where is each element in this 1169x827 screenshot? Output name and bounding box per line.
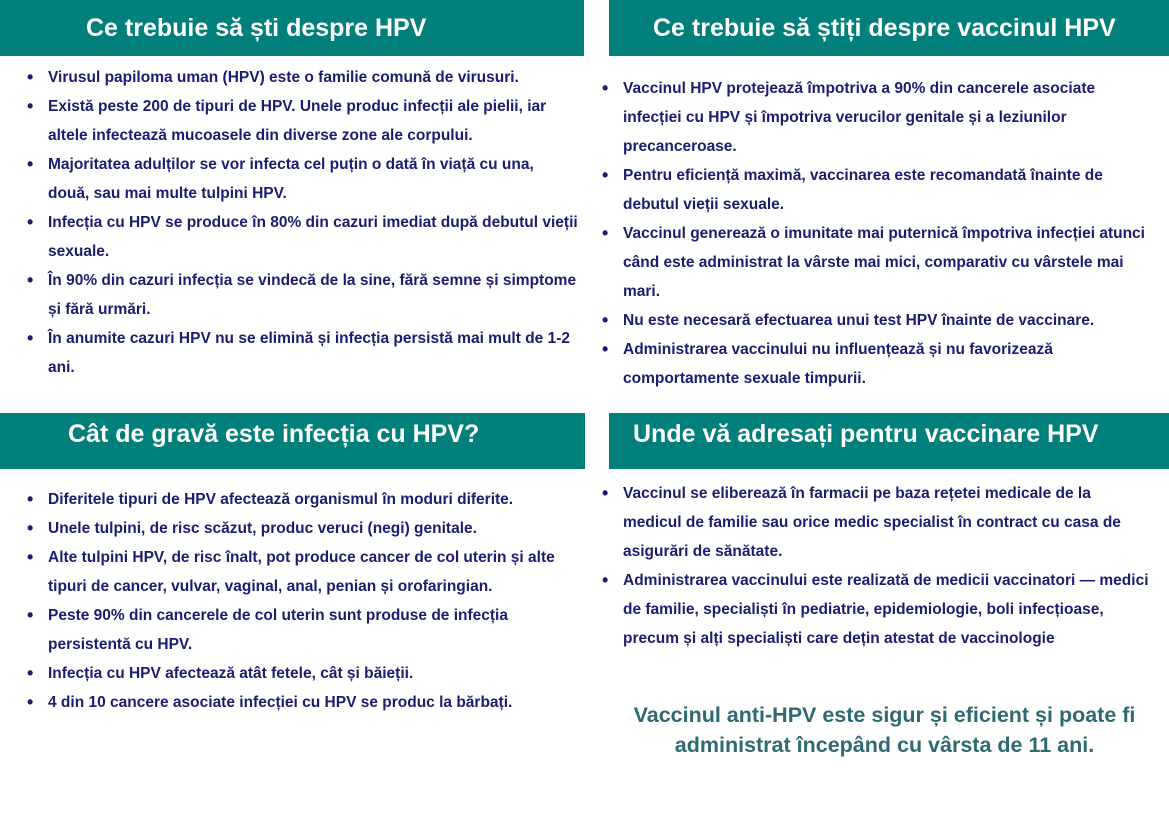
list-item: • În anumite cazuri HPV nu se elimină și infecția persistă mai mult de 1-2 ani. [48,324,578,382]
list-item: • Administrarea vaccinului nu influențează și nu favorizează comportamente sexuale timpurii. [623,335,1153,393]
list-item: • Peste 90% din cancerele de col uterin sunt produse de infecția persistentă cu HPV. [48,601,578,659]
list-item: • Infecția cu HPV se produce în 80% din cazuri imediat după debutul vieții sexuale. [48,208,578,266]
list-item: • Unele tulpini, de risc scăzut, produc veruci (negi) genitale. [48,514,578,543]
list-item: • Infecția cu HPV afectează atât fetele, cât și băieții. [48,659,578,688]
list-item: • În 90% din cazuri infecția se vindecă de la sine, fără semne și simptome și fără urmări. [48,266,578,324]
list-item: • Majoritatea adulților se vor infecta cel puțin o dată în viață cu una, două, sau mai multe tulpini HPV. [48,150,578,208]
list-item: • Administrarea vaccinului este realizată de medicii vaccinatori — medici de familie, specialiști în pediatrie, epidemiologie, boli infecțioase, precum și alți specialiști care dețin atestat de vaccinologie [623,566,1153,653]
list-item: • Vaccinul generează o imunitate mai puternică împotriva infecției atunci când este administrat la vârste mai mici, comparativ cu vârstele mai mari. [623,219,1153,306]
section-header-infection-severity: Cât de gravă este infecția cu HPV? [0,413,585,469]
list-item: • Vaccinul se eliberează în farmacii pe baza rețetei medicale de la medicul de familie sau orice medic specialist în contract cu casa de asigurări de sănătate. [623,479,1153,566]
list-item: • Pentru eficiență maximă, vaccinarea este recomandată înainte de debutul vieții sexuale. [623,161,1153,219]
final-note: Vaccinul anti-HPV este sigur și eficient și poate fi administrat începând cu vârsta de 11 ani. [633,703,1136,757]
list-item: • Nu este necesară efectuarea unui test HPV înainte de vaccinare. [623,306,1153,335]
list-item: • Vaccinul HPV protejează împotriva a 90% din cancerele asociate infecției cu HPV și împotriva verucilor genitale și a leziunilor precanceroase. [623,74,1153,161]
list-item: • 4 din 10 cancere asociate infecției cu HPV se produc la bărbați. [48,688,578,717]
list-item: • Există peste 200 de tipuri de HPV. Unele produc infecții ale pielii, iar altele infectează mucoasele din diverse zone ale corpului. [48,92,578,150]
section-header-vaccine-facts: Ce trebuie să știți despre vaccinul HPV [609,0,1169,56]
section-header-hpv-facts: Ce trebuie să ști despre HPV [0,0,584,56]
section-list-infection-severity [48,485,578,717]
list-item: • Diferitele tipuri de HPV afectează organismul în moduri diferite. [48,485,578,514]
list-item: • Alte tulpini HPV, de risc înalt, pot produce cancer de col uterin și alte tipuri de cancer, vulvar, vaginal, anal, penian și orofaringian. [48,543,578,601]
section-list-hpv-facts [48,63,578,382]
section-header-where-to-vaccinate: Unde vă adresați pentru vaccinare HPV [609,413,1169,469]
section-list-vaccine-facts [623,74,1153,393]
section-list-where-to-vaccinate [623,479,1153,653]
list-item: • Virusul papiloma uman (HPV) este o familie comună de virusuri. [48,63,578,92]
